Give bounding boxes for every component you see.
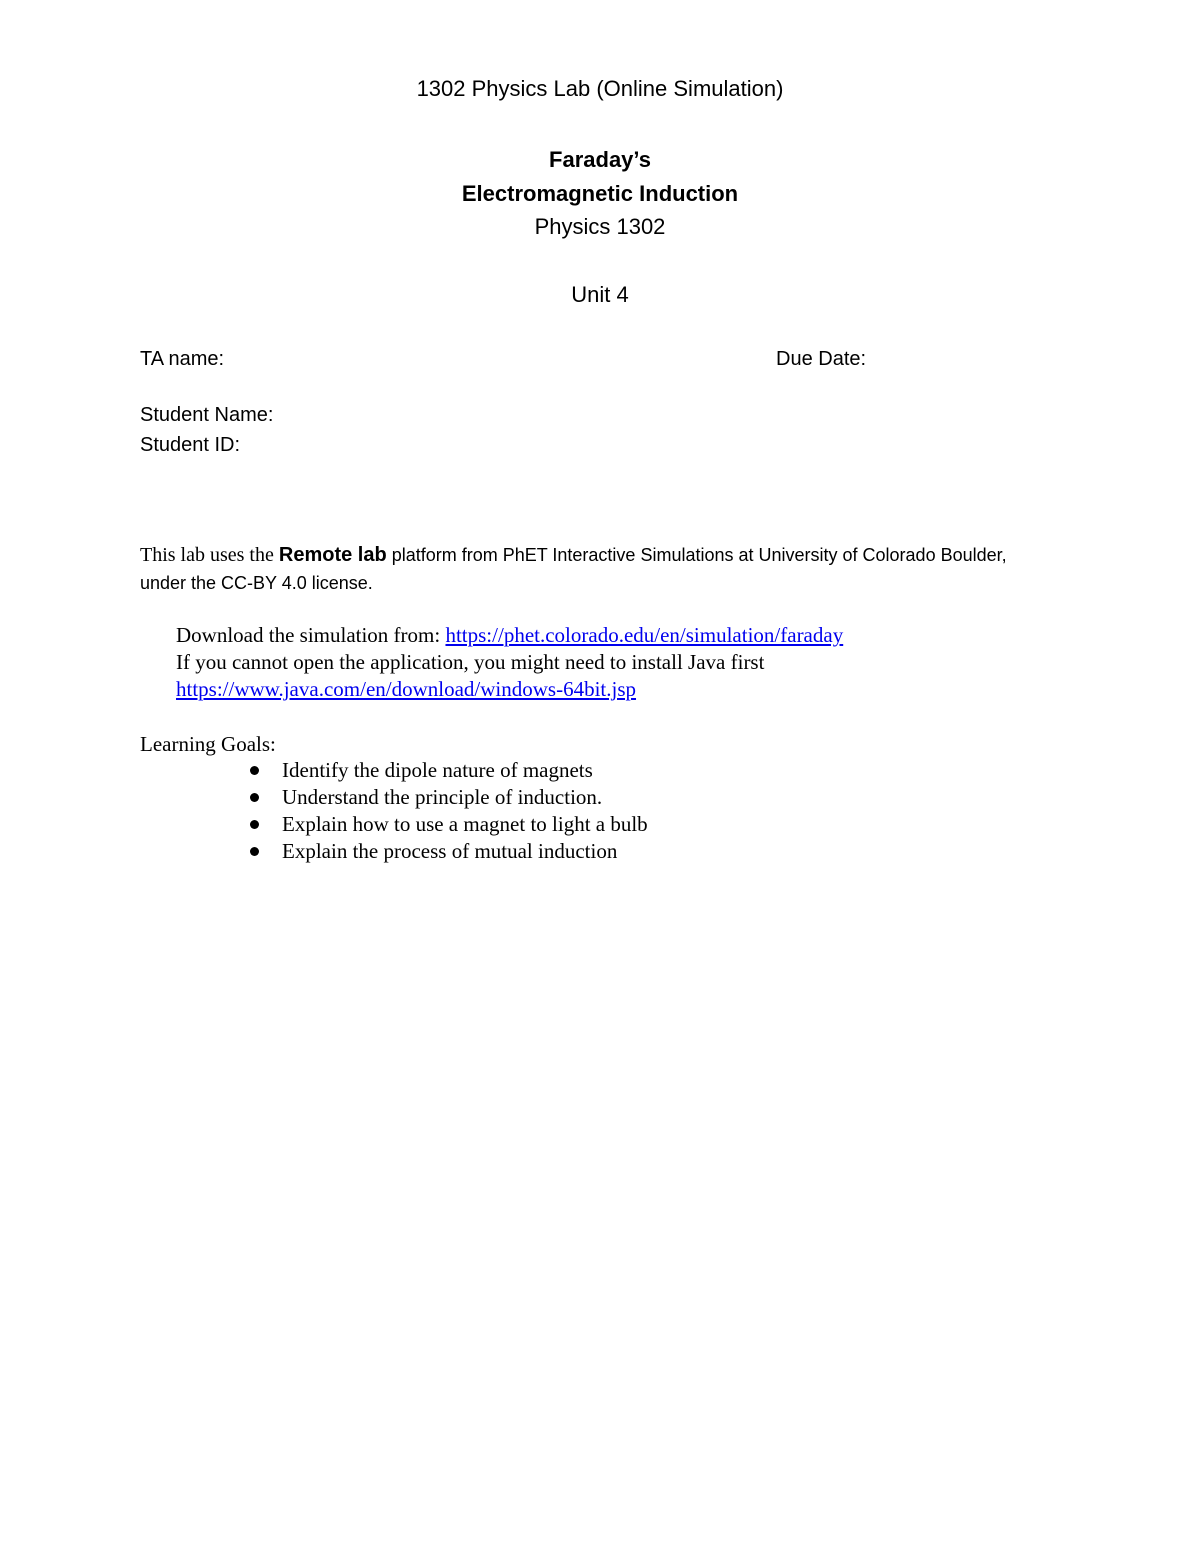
download-line bbox=[176, 622, 843, 649]
list-item bbox=[244, 811, 648, 838]
java-note: If you cannot open the application, you might need to install Java first bbox=[176, 650, 765, 674]
learning-goals-list bbox=[244, 757, 648, 865]
student-name-label: Student Name: bbox=[140, 404, 274, 426]
course-line: 1302 Physics Lab (Online Simulation) bbox=[416, 76, 784, 101]
goal-text: Explain the process of mutual induction bbox=[282, 839, 618, 863]
ta-name-label: TA name: bbox=[140, 348, 225, 370]
bullet-icon bbox=[250, 766, 259, 775]
intro-paragraph bbox=[140, 541, 1040, 597]
java-download-link-line bbox=[176, 676, 636, 703]
list-item bbox=[244, 757, 648, 784]
due-date-label: Due Date: bbox=[776, 348, 867, 370]
java-download-link[interactable]: https://www.java.com/en/download/windows-64bit.jsp bbox=[176, 677, 637, 701]
phet-simulation-link[interactable]: https://phet.colorado.edu/en/simulation/faraday bbox=[445, 623, 844, 647]
list-item bbox=[244, 784, 648, 811]
learning-goals-heading: Learning Goals: bbox=[140, 732, 276, 756]
unit-label: Unit 4 bbox=[571, 282, 629, 307]
intro-rest: platform from PhET Interactive Simulations at University of Colorado Boulder, under the CC-BY 4.0 license. bbox=[140, 545, 1007, 593]
goal-text: Understand the principle of induction. bbox=[282, 785, 603, 809]
title-line-2: Electromagnetic Induction bbox=[461, 181, 739, 206]
bullet-icon bbox=[250, 847, 259, 856]
bullet-icon bbox=[250, 793, 259, 802]
goal-text: Explain how to use a magnet to light a bulb bbox=[282, 812, 648, 836]
download-label: Download the simulation from: bbox=[176, 623, 446, 647]
bullet-icon bbox=[250, 820, 259, 829]
subtitle: Physics 1302 bbox=[534, 214, 666, 239]
title-line-1: Faraday’s bbox=[549, 147, 651, 172]
intro-lead: This lab uses the bbox=[140, 544, 279, 566]
intro-remote-lab: Remote lab bbox=[278, 544, 387, 566]
student-id-label: Student ID: bbox=[140, 434, 241, 456]
list-item bbox=[244, 838, 648, 865]
goal-text: Identify the dipole nature of magnets bbox=[282, 758, 593, 782]
